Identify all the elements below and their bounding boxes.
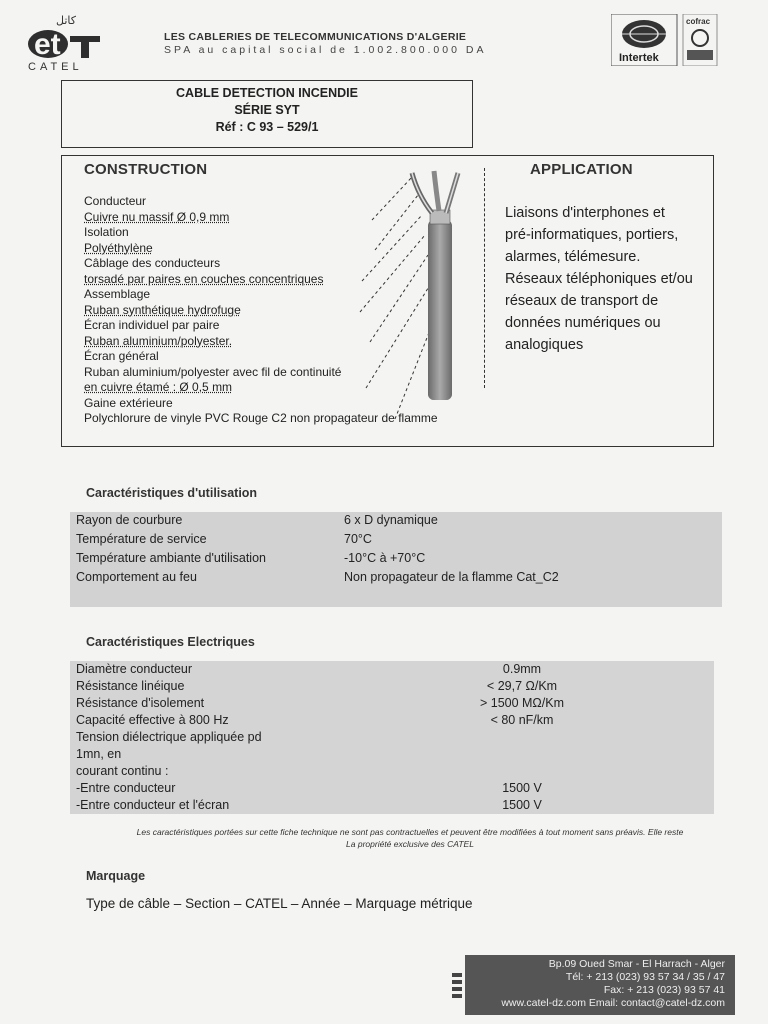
application-line: analogiques (505, 337, 584, 353)
construction-heading: CONSTRUCTION (84, 161, 208, 178)
table-row (70, 712, 714, 729)
electriques-value: 1500 V (502, 781, 542, 795)
logo-arabic: كاتل (56, 14, 76, 27)
disclaimer-note (110, 826, 710, 850)
electriques-label: Résistance d'isolement (76, 696, 205, 710)
electriques-value: > 1500 MΩ/Km (479, 696, 565, 710)
column-divider (484, 168, 485, 388)
construction-line: Ruban synthétique hydrofuge (84, 302, 241, 317)
application-line: réseaux de transport de (505, 293, 659, 309)
electriques-label: Diamètre conducteur (76, 662, 193, 676)
application-text (505, 202, 705, 356)
electriques-value: 1500 V (502, 798, 542, 812)
construction-line: Ruban aluminium/polyester avec fil de continuité (84, 364, 342, 379)
footer-mark (452, 973, 462, 1003)
utilisation-label: Rayon de courbure (76, 513, 183, 527)
construction-line: en cuivre étamé : Ø 0,5 mm (84, 380, 233, 394)
application-line: Liaisons d'interphones et (505, 205, 665, 221)
title-line-3: Réf : C 93 – 529/1 (215, 120, 319, 134)
cofrac-label: cofrac (686, 17, 711, 26)
construction-line: Polychlorure de vinyle PVC Rouge C2 non propagateur de flamme (84, 411, 438, 425)
construction-line: Câblage des conducteurs (84, 256, 221, 270)
disclaimer-line-2: La propriété exclusive des CATEL (346, 839, 474, 849)
catel-logo (26, 14, 108, 72)
company-name: LES CABLERIES DE TELECOMMUNICATIONS D'ALGERIE (164, 31, 467, 43)
utilisation-label: Température ambiante d'utilisation (76, 551, 266, 565)
electriques-label: Résistance linéique (76, 679, 185, 693)
construction-line: Écran individuel par paire (84, 318, 220, 332)
construction-line: Écran général (84, 349, 159, 363)
title-box (61, 80, 473, 148)
utilisation-label: Température de service (76, 532, 207, 546)
utilisation-value: -10°C à +70°C (344, 551, 426, 565)
marquage-heading: Marquage (86, 869, 146, 883)
disclaimer-line-1: Les caractéristiques portées sur cette fiche technique ne sont pas contractuelles et peuvent être modifiées à tout moment sans préavis. Elle reste (136, 827, 684, 837)
application-line: pré-informatiques, portiers, (505, 227, 679, 243)
table-row-spacer (70, 588, 722, 607)
utilisation-table (70, 512, 722, 607)
company-capital: SPA au capital social de 1.002.800.000 DA (164, 44, 487, 56)
construction-line: Ruban aluminium/polyester. (84, 333, 233, 348)
certification-logos (611, 14, 719, 66)
footer-fax: Fax: + 213 (023) 93 57 41 (603, 984, 725, 996)
construction-line: Isolation (84, 225, 129, 239)
application-line: alarmes, télémesure. (505, 249, 641, 265)
intertek-label: Intertek (619, 52, 659, 64)
contact-footer (465, 955, 735, 1015)
table-row (70, 729, 714, 763)
utilisation-label: Comportement au feu (76, 570, 197, 584)
table-row (70, 569, 722, 588)
application-heading: APPLICATION (530, 161, 633, 178)
electriques-label: -Entre conducteur et l'écran (76, 798, 230, 812)
electriques-heading: Caractéristiques Electriques (86, 635, 255, 649)
title-line-2: SÉRIE SYT (234, 103, 300, 117)
utilisation-heading: Caractéristiques d'utilisation (86, 486, 258, 500)
electriques-value: < 80 nF/km (490, 713, 554, 727)
construction-line: Polyéthylène (84, 240, 153, 255)
table-row (70, 531, 722, 550)
construction-line: Gaine extérieure (84, 395, 173, 410)
electriques-label: courant continu : (76, 764, 169, 778)
electriques-label: Capacité effective à 800 Hz (76, 713, 229, 727)
application-line: données numériques ou (505, 315, 661, 331)
table-row (70, 797, 714, 814)
electriques-label: -Entre conducteur (76, 781, 176, 795)
construction-line: Conducteur (84, 194, 147, 208)
table-row (70, 695, 714, 712)
table-row (70, 678, 714, 695)
construction-line: Assemblage (84, 287, 151, 301)
marquage-text: Type de câble – Section – CATEL – Année – Marquage métrique (86, 896, 473, 911)
electriques-table (70, 661, 714, 814)
electriques-value: < 29,7 Ω/Km (486, 679, 558, 693)
utilisation-value: 6 x D dynamique (344, 513, 438, 527)
table-row (70, 512, 722, 531)
logo-mark: et (34, 28, 61, 61)
table-row (70, 780, 714, 797)
table-row (70, 550, 722, 569)
table-row (70, 661, 714, 678)
logo-name: CATEL (28, 61, 83, 72)
construction-line: torsadé par paires en couches concentriques (84, 271, 324, 286)
cable-illustration (300, 165, 480, 440)
footer-web[interactable]: www.catel-dz.com Email: contact@catel-dz.com (501, 997, 725, 1009)
construction-line: Cuivre nu massif Ø 0,9 mm (84, 209, 230, 224)
company-header (164, 31, 564, 56)
title-line-1: CABLE DETECTION INCENDIE (176, 86, 358, 100)
table-row (70, 763, 714, 780)
footer-tel: Tél: + 213 (023) 93 57 34 / 35 / 47 (565, 971, 725, 983)
utilisation-value: 70°C (344, 532, 372, 546)
application-line: Réseaux téléphoniques et/ou (505, 271, 693, 287)
utilisation-value: Non propagateur de la flamme Cat_C2 (344, 570, 559, 584)
footer-address: Bp.09 Oued Smar - El Harrach - Alger (548, 958, 725, 970)
electriques-value: 0.9mm (502, 662, 542, 676)
electriques-label: Tension diélectrique appliquée pd 1mn, en (76, 730, 262, 761)
